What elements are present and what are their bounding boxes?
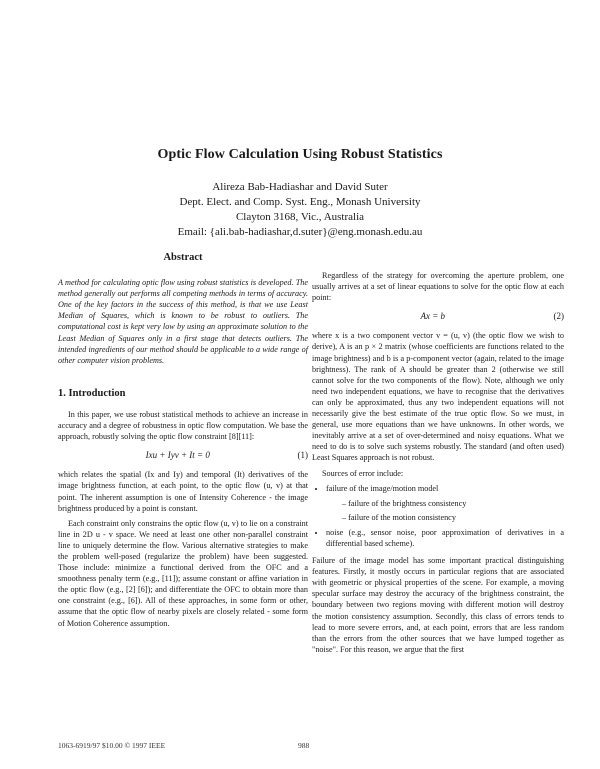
abstract-heading: Abstract (163, 252, 203, 263)
abstract-text: A method for calculating optic flow using robust statistics is developed. The method generally out performs all competing methods in terms of accuracy. One of the key factors in the success of this method, is that we use Least Median of Squares, which is known to be robust to outliers. The computational cost is kept very low by using an approximate solution to the Least Median of Squares only in a first stage that detects outliers. The intended ingredients of our method should be applicable to a wide range of other computer vision problems. (58, 278, 308, 365)
copyright-line: 1063-6919/97 $10.00 © 1997 IEEE (58, 741, 166, 750)
right-paragraph-4: Failure of the image model has some important practical distinguishing features. Firstly, it mostly occurs in particular regions that are associated with geometric or physical properties of the scene. For example, a moving specular surface may destroy the accuracy of the brightness constraint, the boundary between two regions moving with different motion will destroy the motion consistency assumption. Secondly, this class of errors tends to lead to more severe errors, and, at each point, errors that are less random than the errors from the other sources that we have lumped together as "noise". For this reason, we argue that the first (312, 556, 564, 654)
right-paragraph-2: where x is a two component vector v = (u, v) (the optic flow we wish to derive), A is an p × 2 matrix (whose coefficients are functions related to the image brightness) and b is a p-component vector (again, related to the image brightness). The rank of A should be greater than 2 (otherwise we still cannot solve for the two components of the flow). Note, although we only need two independent equations, we have to recognise that the derivatives can only be approximated, thus any two independent equations will not necessarily give the best estimate of the true optic flow. So we must, in general, use more equations than we have unknowns. In other words, we inevitably arrive at a set of over-determined and noisy equations. What we need to do is to solve such systems robustly. The standard (and often used) Least Squares approach is not robust. (312, 331, 564, 463)
intro-paragraph-2: which relates the spatial (Ix and Iy) and temporal (It) derivatives of the image brightness function, at each point, to the optic flow (u, v) at that point. The inherent assumption is one of Intensity Coherence - the image brightness produced by a point is constant. (58, 470, 308, 513)
equation-1-number: (1) (297, 450, 308, 461)
error-subsource-list (326, 498, 564, 523)
author-address: Clayton 3168, Vic., Australia (235, 211, 365, 223)
left-column (58, 252, 308, 633)
error-subsource-item: – failure of the brightness consistency (342, 498, 564, 509)
author-names: Alireza Bab-Hadiashar and David Suter (212, 181, 388, 193)
page-number: 988 (298, 741, 310, 750)
intro-paragraph-1: In this paper, we use robust statistical methods to achieve an increase in accuracy and a degree of robustness in optic flow computation. We base the approach, robustly solving the optic flow constraint [8][11]: (58, 409, 308, 442)
equation-1-expression: Ixu + Iyv + It = 0 (145, 450, 210, 461)
paper-title: Optic Flow Calculation Using Robust Statistics (157, 147, 443, 162)
equation-1 (58, 450, 308, 461)
error-source-item (326, 483, 564, 523)
page-footer (58, 741, 558, 750)
error-source-label: failure of the image/motion model (326, 483, 439, 493)
right-column (312, 270, 564, 659)
author-block (0, 180, 600, 240)
error-source-item: • noise (e.g., sensor noise, poor approximation of derivatives in a differential based scheme). (326, 527, 564, 549)
error-subsource-item: – failure of the motion consistency (342, 512, 564, 523)
intro-heading: 1. Introduction (58, 387, 126, 399)
equation-2-number: (2) (553, 311, 564, 322)
right-paragraph-3: Sources of error include: (322, 468, 404, 478)
error-source-list (312, 483, 564, 549)
equation-2-expression: Ax = b (420, 311, 446, 322)
right-paragraph-1: Regardless of the strategy for overcoming the aperture problem, one usually arrives at a set of linear equations to solve for the optic flow at each point: (312, 271, 564, 303)
equation-2 (312, 311, 564, 322)
author-email: Email: {ali.bab-hadiashar,d.suter}@eng.monash.edu.au (177, 226, 423, 238)
intro-paragraph-3: Each constraint only constrains the optic flow (u, v) to lie on a constraint line in 2D u - v space. We need at least one other non-parallel constraint line to uniquely determine the flow. Various alternative strategies to make the problem well-posed (regularize the problem) have been suggested. Those include: minimize a functional derived from the OFC and a smoothness penalty term (e.g., [11]); assume constant or affine variation in the optic flow (e.g., [2] [6]); and differentiate the OFC to obtain more than one constraint (e.g., [6]). All of these approaches, in some form or other, assume that the optic flow of nearby pixels are closely related - some form of Motion Coherence assumption. (58, 518, 308, 628)
author-department: Dept. Elect. and Comp. Syst. Eng., Monash University (179, 196, 421, 208)
